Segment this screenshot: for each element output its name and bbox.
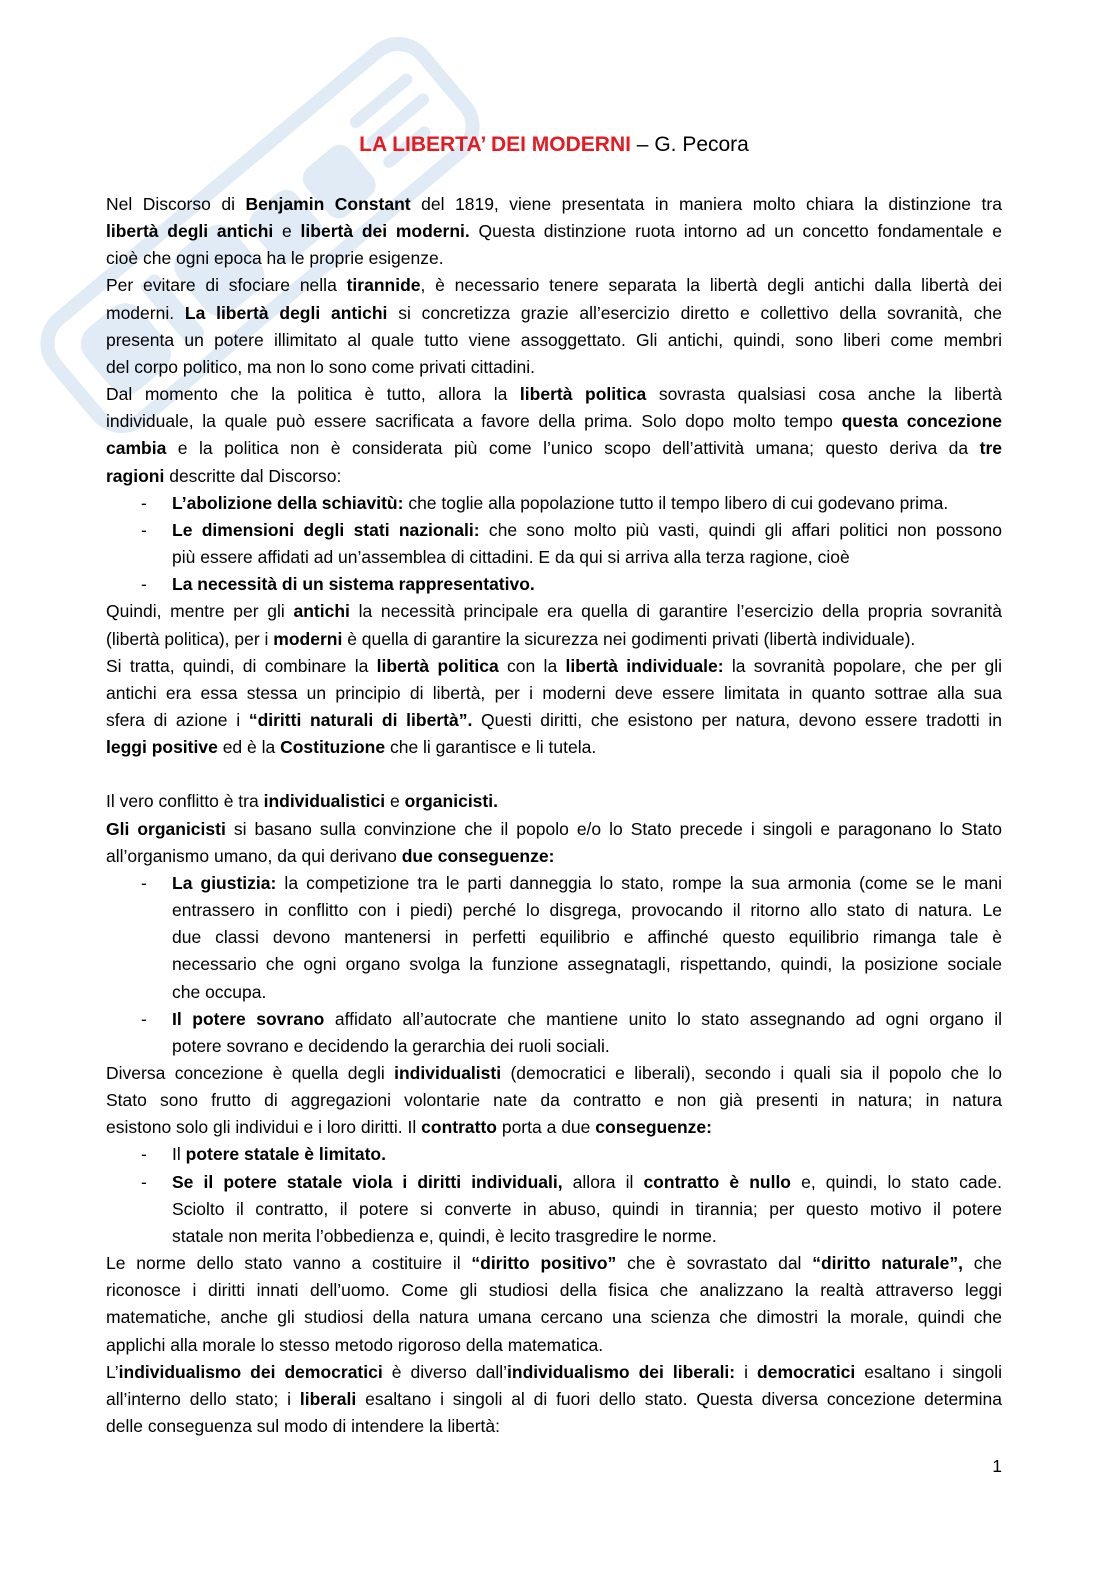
bold-text: individualismo dei liberali: xyxy=(507,1361,736,1382)
text-line xyxy=(106,707,1002,734)
text: descritte dal Discorso: xyxy=(164,465,342,486)
bold-text: individualismo dei democratici xyxy=(118,1361,383,1382)
text: Dal momento che la politica è tutto, allora la xyxy=(106,384,520,405)
text-line xyxy=(106,245,1002,272)
bold-text: “diritti naturali di libertà”. xyxy=(248,709,473,730)
bold-text: libertà politica xyxy=(376,655,499,676)
text-line xyxy=(172,870,1002,897)
bullet-dash: - xyxy=(141,1144,147,1165)
text: Questi diritti, che esistono per natura, devono essere tradotti in xyxy=(472,709,1002,730)
paragraph xyxy=(106,1060,1002,1141)
bold-text: tre xyxy=(979,438,1002,459)
text: la competizione tra le parti danneggia lo stato, rompe la sua armonia (come se le mani xyxy=(276,872,1002,893)
bold-text: organicisti. xyxy=(404,791,498,812)
text: cioè che ogni epoca ha le proprie esigenze. xyxy=(106,248,444,269)
text: si concretizza grazie all’esercizio diretto e collettivo della sovranità, che xyxy=(387,302,1002,323)
bold-text: ragioni xyxy=(106,465,165,486)
text: sovrasta qualsiasi cosa anche la libertà xyxy=(646,384,1003,405)
text: e la politica non è considerata più come l’unico scopo dell’attività umana; questo deriva da xyxy=(166,438,980,459)
text-line xyxy=(172,951,1002,978)
bold-text: antichi xyxy=(293,601,350,622)
text-line xyxy=(106,300,1002,327)
bullet-item xyxy=(106,1006,1002,1060)
bold-text: La libertà degli antichi xyxy=(184,302,388,323)
bold-text: Benjamin Constant xyxy=(245,194,411,214)
text: Stato sono frutto di aggregazioni volontarie nate da contratto e non già presenti in natura; in natura xyxy=(106,1090,1002,1111)
bullet-item xyxy=(106,571,1002,598)
text-line xyxy=(106,1114,1002,1141)
bold-text: Le dimensioni degli stati nazionali: xyxy=(172,519,480,540)
text: Il vero conflitto è tra xyxy=(106,791,264,812)
bold-text: individualistici xyxy=(263,791,386,812)
text: che è sovrastato dal xyxy=(616,1253,813,1274)
text: porta a due xyxy=(496,1117,596,1138)
bullet-item xyxy=(106,870,1002,1006)
title-author: – G. Pecora xyxy=(630,133,749,156)
text-line xyxy=(106,626,1002,653)
paragraph xyxy=(106,272,1002,381)
text-line xyxy=(106,1304,1002,1331)
bold-text: “diritto positivo” xyxy=(471,1253,617,1274)
bold-text: potere statale è limitato. xyxy=(185,1144,386,1165)
text: antichi era essa stessa un principio di libertà, per i moderni deve essere limitata in quanto sottrae alla sua xyxy=(106,682,1002,703)
text: statale non merita l’obbedienza e, quindi, è lecito trasgredire le norme. xyxy=(172,1225,717,1246)
text-line xyxy=(106,381,1002,408)
bold-text: cambia xyxy=(106,438,167,459)
bold-text: democratici xyxy=(757,1361,856,1382)
bullet-dash: - xyxy=(141,574,147,595)
text: delle conseguenza sul modo di intendere la libertà: xyxy=(106,1416,501,1437)
text: L’ xyxy=(106,1361,119,1382)
paragraph xyxy=(106,1250,1002,1359)
bold-text: Gli organicisti xyxy=(106,818,226,839)
text-line xyxy=(172,544,1002,571)
paragraph xyxy=(106,381,1002,490)
text: allora il xyxy=(562,1171,644,1192)
paragraph xyxy=(106,191,1002,272)
bold-text: tirannide xyxy=(346,275,421,296)
text: necessario che ogni organo svolga la funzione assegnatagli, rispettando, quindi, la posizione sociale xyxy=(172,954,1002,975)
paragraph xyxy=(106,598,1002,652)
bullet-item xyxy=(106,490,1002,517)
text: Si tratta, quindi, di combinare la xyxy=(106,655,377,676)
text: individuale, la quale può essere sacrificata a favore della prima. Solo dopo molto tempo xyxy=(106,411,842,432)
text-line xyxy=(106,1332,1002,1359)
bold-text: Costituzione xyxy=(280,737,386,758)
title-main: LA LIBERTA’ DEI MODERNI xyxy=(359,133,631,156)
text-line xyxy=(172,1006,1002,1033)
bullet-item xyxy=(106,517,1002,571)
paragraph xyxy=(106,816,1002,870)
paragraph xyxy=(106,788,1002,815)
text: presenta un potere illimitato al quale tutto viene assoggettato. Gli antichi, quindi, sono liberi come membri xyxy=(106,329,1002,350)
text: riconosce i diritti innati dell’uomo. Come gli studiosi della fisica che analizzano la realtà attraverso leggi xyxy=(106,1280,1002,1301)
bold-text: moderni xyxy=(273,628,343,649)
text: Sciolto il contratto, il potere si converte in abuso, quindi in tirannia; per questo motivo il potere xyxy=(172,1198,1002,1219)
text: è quella di garantire la sicurezza nei godimenti privati (libertà individuale). xyxy=(342,628,916,649)
bold-text: L’abolizione della schiavitù: xyxy=(172,492,404,513)
bullet-dash: - xyxy=(141,872,147,893)
text: entrassero in conflitto con i piedi) perché lo disgrega, provocando il ritorno allo stato di natura. Le xyxy=(172,900,1002,921)
text: e xyxy=(385,791,405,812)
bold-text: individualisti xyxy=(394,1063,502,1083)
document-body xyxy=(106,191,1002,1440)
text-line xyxy=(172,924,1002,951)
bullet-dash: - xyxy=(141,1008,147,1029)
text-line xyxy=(106,354,1002,381)
text-line xyxy=(106,1413,1002,1440)
text-line xyxy=(172,1033,1002,1060)
text: applichi alla morale lo stesso metodo rigoroso della matematica. xyxy=(106,1334,604,1355)
text-line xyxy=(172,897,1002,924)
document-title xyxy=(106,131,1002,159)
text: che li garantisce e li tutela. xyxy=(385,737,597,758)
text-line xyxy=(172,1223,1002,1250)
text-line xyxy=(172,1196,1002,1223)
text: matematiche, anche gli studiosi della natura umana cercano una scienza che dimostri la morale, quindi che xyxy=(106,1307,1002,1328)
text-line xyxy=(106,1386,1002,1413)
bold-text: conseguenze: xyxy=(595,1117,712,1138)
bold-text: libertà individuale: xyxy=(565,655,724,676)
text-line xyxy=(106,653,1002,680)
bullet-dash: - xyxy=(141,1171,147,1192)
text: Quindi, mentre per gli xyxy=(106,601,294,622)
bold-text: due conseguenze: xyxy=(401,845,555,866)
text-line xyxy=(106,843,1002,870)
text-line xyxy=(106,191,1002,218)
text-line xyxy=(172,517,1002,544)
text-line xyxy=(106,1087,1002,1114)
text-line xyxy=(106,435,1002,462)
bold-text: libertà dei moderni. xyxy=(300,221,470,242)
text: Diversa concezione è quella degli xyxy=(106,1063,395,1083)
text: che xyxy=(963,1253,1002,1274)
paragraph xyxy=(106,653,1002,762)
bold-text: contratto xyxy=(421,1117,497,1138)
text: i xyxy=(735,1361,758,1382)
paragraph xyxy=(106,1359,1002,1440)
bold-text: libertà politica xyxy=(519,384,647,405)
text-line xyxy=(172,1169,1002,1196)
text: la sovranità popolare, che per gli xyxy=(723,655,1002,676)
text-line xyxy=(106,408,1002,435)
text-line xyxy=(106,327,1002,354)
bold-text: La giustizia: xyxy=(172,872,277,893)
text: moderni. xyxy=(106,302,185,323)
text-line xyxy=(172,490,1002,517)
text-line xyxy=(106,272,1002,299)
bold-text: La necessità di un sistema rappresentativo. xyxy=(172,574,535,595)
bold-text: “diritto naturale”, xyxy=(812,1253,963,1274)
bold-text: libertà degli antichi xyxy=(106,221,274,242)
text-line xyxy=(172,979,1002,1006)
bold-text: questa concezione xyxy=(841,411,1002,432)
bold-text: Il potere sovrano xyxy=(172,1008,325,1029)
text: , è necessario tenere separata la libertà degli antichi dalla libertà dei xyxy=(420,275,1002,296)
bold-text: liberali xyxy=(299,1388,357,1409)
bold-text: Se il potere statale viola i diritti individuali, xyxy=(172,1171,563,1192)
bullet-dash: - xyxy=(141,519,147,540)
text: all’interno dello stato; i xyxy=(106,1388,300,1409)
text: e xyxy=(273,221,301,242)
text-line xyxy=(106,1060,1002,1087)
text: esaltano i singoli al di fuori dello stato. Questa diversa concezione determina xyxy=(356,1388,1002,1409)
text: con la xyxy=(498,655,566,676)
bullet-item xyxy=(106,1169,1002,1250)
text-line xyxy=(106,816,1002,843)
bold-text: contratto è nullo xyxy=(643,1171,791,1192)
bullet-dash: - xyxy=(141,492,147,513)
bold-text: leggi positive xyxy=(106,737,218,758)
blank-line xyxy=(106,761,1002,788)
text: e, quindi, lo stato cade. xyxy=(791,1171,1002,1192)
text: del corpo politico, ma non lo sono come privati cittadini. xyxy=(106,356,535,377)
text: (democratici e liberali), secondo i quali sia il popolo che lo xyxy=(501,1063,1003,1083)
text-line xyxy=(106,1359,1002,1386)
text: sfera di azione i xyxy=(106,709,249,730)
bullet-item xyxy=(106,1141,1002,1168)
text: è diverso dall’ xyxy=(382,1361,508,1382)
text: esistono solo gli individui e i loro diritti. Il xyxy=(106,1117,422,1138)
text-line xyxy=(106,1250,1002,1277)
text: la necessità principale era quella di garantire l’esercizio della propria sovranità xyxy=(349,601,1002,622)
text-line xyxy=(106,218,1002,245)
text: che toglie alla popolazione tutto il tempo libero di cui godevano prima. xyxy=(403,492,949,513)
text: due classi devono mantenersi in perfetti equilibrio e affinché questo equilibrio rimanga tale è xyxy=(172,927,1002,948)
text: Per evitare di sfociare nella xyxy=(106,275,347,296)
text: si basano sulla convinzione che il popolo e/o lo Stato precede i singoli e paragonano lo Stato xyxy=(225,818,1002,839)
text-line xyxy=(106,680,1002,707)
text-line xyxy=(106,463,1002,490)
text-line xyxy=(172,571,1002,598)
text: del 1819, viene presentata in maniera molto chiara la distinzione tra xyxy=(410,194,1002,214)
text: Il xyxy=(172,1144,186,1165)
text: che occupa. xyxy=(172,981,267,1002)
text: affidato all’autocrate che mantiene unito lo stato assegnando ad ogni organo il xyxy=(324,1008,1002,1029)
page-number: 1 xyxy=(992,1456,1002,1476)
text-line xyxy=(172,1141,1002,1168)
text: Le norme dello stato vanno a costituire il xyxy=(106,1253,472,1274)
text: Questa distinzione ruota intorno ad un concetto fondamentale e xyxy=(469,221,1002,242)
text: che sono molto più vasti, quindi gli affari politici non possono xyxy=(479,519,1002,540)
text: esaltano i singoli xyxy=(855,1361,1002,1382)
text: ed è la xyxy=(217,737,281,758)
text-line xyxy=(106,734,1002,761)
text-line xyxy=(106,598,1002,625)
text-line xyxy=(106,1277,1002,1304)
text: all’organismo umano, da qui derivano xyxy=(106,845,402,866)
text-line xyxy=(106,788,1002,815)
text: più essere affidati ad un’assemblea di cittadini. E da qui si arriva alla terza ragione, cioè xyxy=(172,547,850,568)
text: Nel Discorso di xyxy=(106,194,246,214)
text: potere sovrano e decidendo la gerarchia dei ruoli sociali. xyxy=(172,1035,610,1056)
text: (libertà politica), per i xyxy=(106,628,274,649)
